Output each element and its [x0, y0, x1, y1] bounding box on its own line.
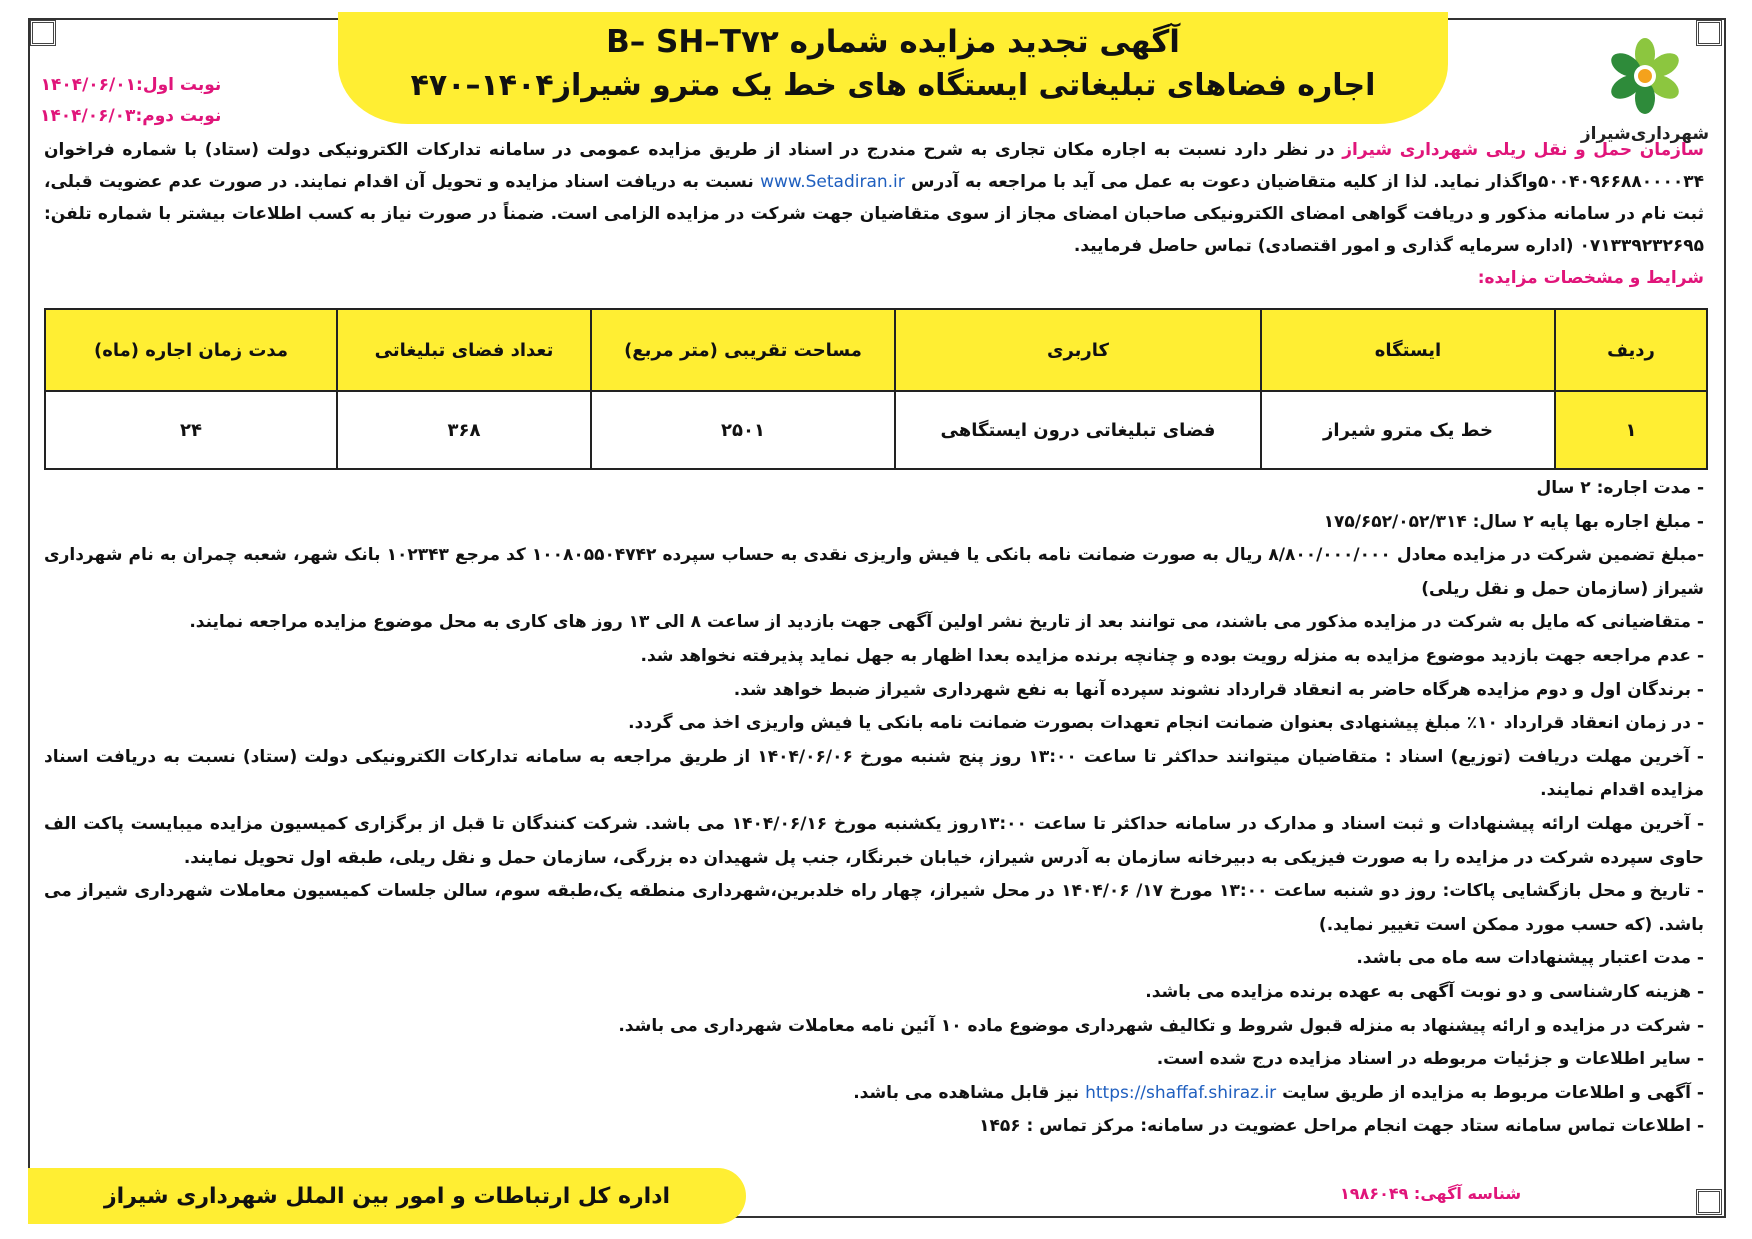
cell-station: خط یک مترو شیراز	[1261, 391, 1555, 469]
footer-banner	[28, 1168, 746, 1224]
cell-row-number: ۱	[1555, 391, 1707, 469]
first-publication-date: نوبت اول:۱۴۰۴/۰۶/۰۱	[40, 75, 222, 95]
list-item-contact: - اطلاعات تماس سامانه ستاد جهت انجام مراحل عضویت در سامانه: مرکز تماس : ۱۴۵۶	[979, 1116, 1704, 1137]
list-item: - برندگان اول و دوم مزایده هرگاه حاضر به انعقاد قرارداد نشوند سپرده آنها به نفع شهرداری شیراز ضبط خواهد شد.	[733, 679, 1704, 700]
list-item: - تاریخ و محل بازگشایی پاکات: روز دو شنبه ساعت ۱۳:۰۰ مورخ ۱۷/ ۱۴۰۴/۰۶ در محل شیراز، چهار راه خلدبرین،شهرداری منطقه یک،طبقه سوم، سالن جلسات کمیسیون معاملات شهرداری شیراز می باشد. (که حسب مورد ممکن است تغییر نماید.)	[44, 881, 1704, 935]
table-row	[45, 391, 1707, 469]
table-header-row	[45, 309, 1707, 391]
intro-paragraph	[44, 134, 1704, 294]
shaffaf-link[interactable]: https://shaffaf.shiraz.ir	[1085, 1082, 1277, 1103]
intro-text-2: نسبت به دریافت اسناد مزایده و تحویل آن اقدام نمایند. در صورت عدم عضویت قبلی، ثبت نام در سامانه مذکور و دریافت گواهی امضای الکترونیکی صاحبان امضای مجاز از سوی متقاضیان جهت شرکت در مزایده الزامی است. ضمناً در صورت نیاز به کسب اطلاعات بیشتر با شماره تلفن: ۰۷۱۳۳۹۲۳۲۶۹۵ (اداره سرمایه گذاری و امور اقتصادی) تماس حاصل فرمایید.	[44, 172, 1704, 256]
shaffaf-post: نیز قابل مشاهده می باشد.	[853, 1082, 1086, 1103]
cell-lease-duration: ۲۴	[45, 391, 337, 469]
list-item: - متقاضیانی که مایل به شرکت در مزایده مذکور می باشند، می توانند بعد از تاریخ نشر اولین آگهی جهت بازدید از ساعت ۸ الی ۱۳ روز های کاری به محل موضوع مزایده مراجعه نمایند.	[189, 612, 1704, 633]
cell-ad-space-count: ۳۶۸	[337, 391, 591, 469]
list-item: -مبلغ تضمین شرکت در مزایده معادل ۸/۸۰۰/۰۰۰/۰۰۰ ریال به صورت ضمانت نامه بانکی یا فیش واریزی نقدی به حساب سپرده ۱۰۰۸۰۵۵۰۴۷۴۲ کد مرجع ۱۰۲۳۴۳ بانک شهر، شعبه چمران به نام شهرداری شیراز (سازمان حمل و نقل ریلی)	[44, 545, 1704, 599]
conditions-heading: شرایط و مشخصات مزایده:	[1477, 268, 1704, 288]
list-item: - شرکت در مزایده و ارائه پیشنهاد به منزله قبول شروط و تکالیف شهرداری موضوع ماده ۱۰ آئین نامه معاملات شهرداری می باشد.	[618, 1015, 1704, 1036]
list-item-shaffaf	[44, 1077, 1704, 1111]
logo	[1580, 36, 1710, 144]
list-item: - مبلغ اجاره بها پایه ۲ سال: ۱۷۵/۶۵۲/۰۵۲/۳۱۴	[1323, 511, 1704, 532]
list-item: - مدت اعتبار پیشنهادات سه ماه می باشد.	[1356, 948, 1704, 969]
header-area: مساحت تقریبی (متر مربع)	[591, 309, 895, 391]
header-row-number: ردیف	[1555, 309, 1707, 391]
second-publication-date: نوبت دوم:۱۴۰۴/۰۶/۰۳	[40, 106, 222, 126]
intro-text-1: در نظر دارد نسبت به اجاره مکان تجاری به شرح مندرج در اسناد از طریق مزایده عمومی در سامانه تدارکات الکترونیکی دولت (ستاد) با شماره فراخوان ۵۰۰۴۰۹۶۶۸۸۰۰۰۰۳۴واگذار نماید. لذا از کلیه متقاضیان دعوت به عمل می آید با مراجعه به آدرس	[44, 140, 1704, 192]
shiraz-municipality-flower-logo-icon	[1597, 36, 1693, 116]
department-name: اداره کل ارتباطات و امور بین الملل شهرداری شیراز	[103, 1183, 671, 1209]
header-usage: کاربری	[895, 309, 1261, 391]
corner-ornament	[1696, 1189, 1722, 1215]
list-item: - سایر اطلاعات و جزئیات مربوطه در اسناد مزایده درج شده است.	[1156, 1049, 1704, 1070]
header-lease-duration: مدت زمان اجاره (ماه)	[45, 309, 337, 391]
list-item: - عدم مراجعه جهت بازدید موضوع مزایده به منزله رویت بوده و چنانچه برنده مزایده بعدا اظهار به جهل نماید پذیرفته نخواهد شد.	[640, 645, 1704, 666]
title-banner	[338, 12, 1448, 124]
ad-id: شناسه آگهی: ۱۹۸۶۰۴۹	[1340, 1184, 1522, 1203]
list-item: - آخرین مهلت دریافت (توزیع) اسناد : متقاضیان میتوانند حداکثر تا ساعت ۱۳:۰۰ روز پنج شنبه مورخ ۱۴۰۴/۰۶/۰۶ از طریق مراجعه به سامانه تدارکات الکترونیکی دولت (ستاد) نسبت به دریافت اسناد مزایده اقدام نمایند.	[44, 746, 1704, 801]
header-station: ایستگاه	[1261, 309, 1555, 391]
auction-title: آگهی تجدید مزایده شماره B– SH–T۷۲	[606, 24, 1180, 60]
list-item: - در زمان انعقاد قرارداد ۱۰٪ مبلغ پیشنهادی بعنوان ضمانت انجام تعهدات بصورت ضمانت نامه بانکی یا فیش واریزی اخذ می گردد.	[628, 713, 1704, 734]
header-ad-space-count: تعداد فضای تبلیغاتی	[337, 309, 591, 391]
shaffaf-pre: - آگهی و اطلاعات مربوط به مزایده از طریق سایت	[1276, 1082, 1704, 1103]
cell-area: ۲۵۰۱	[591, 391, 895, 469]
auction-subtitle: اجاره فضاهای تبلیغاتی ایستگاه های خط یک مترو شیراز۱۴۰۴–۴۷۰	[410, 68, 1376, 103]
organization-name: سازمان حمل و نقل ریلی شهرداری شیراز	[1342, 140, 1705, 160]
list-item: - مدت اجاره: ۲ سال	[1536, 478, 1704, 498]
conditions-list	[44, 472, 1704, 1144]
publication-dates	[40, 70, 221, 132]
list-item: - آخرین مهلت ارائه پیشنهادات و ثبت اسناد و مدارک در سامانه حداکثر تا ساعت ۱۳:۰۰روز یکشنبه مورخ ۱۴۰۴/۰۶/۱۶ می باشد. شرکت کنندگان تا قبل از برگزاری کمیسیون مزایده میبایست پاکت الف حاوی سپرده شرکت در مزایده را به صورت فیزیکی به دبیرخانه سازمان به آدرس شیراز، خیابان خبرنگار، جنب پل شهیدان ده بزرگی، سازمان حمل و نقل ریلی، طبقه اول تحویل نمایند.	[44, 813, 1704, 868]
specs-table	[44, 308, 1708, 470]
logo-text: شهرداری‌شیراز	[1580, 124, 1710, 144]
list-item: - هزینه کارشناسی و دو نوبت آگهی به عهده برنده مزایده می باشد.	[1145, 981, 1704, 1002]
corner-ornament	[30, 20, 56, 46]
setadiran-link[interactable]: www.Setadiran.ir	[760, 172, 905, 192]
cell-usage: فضای تبلیغاتی درون ایستگاهی	[895, 391, 1261, 469]
